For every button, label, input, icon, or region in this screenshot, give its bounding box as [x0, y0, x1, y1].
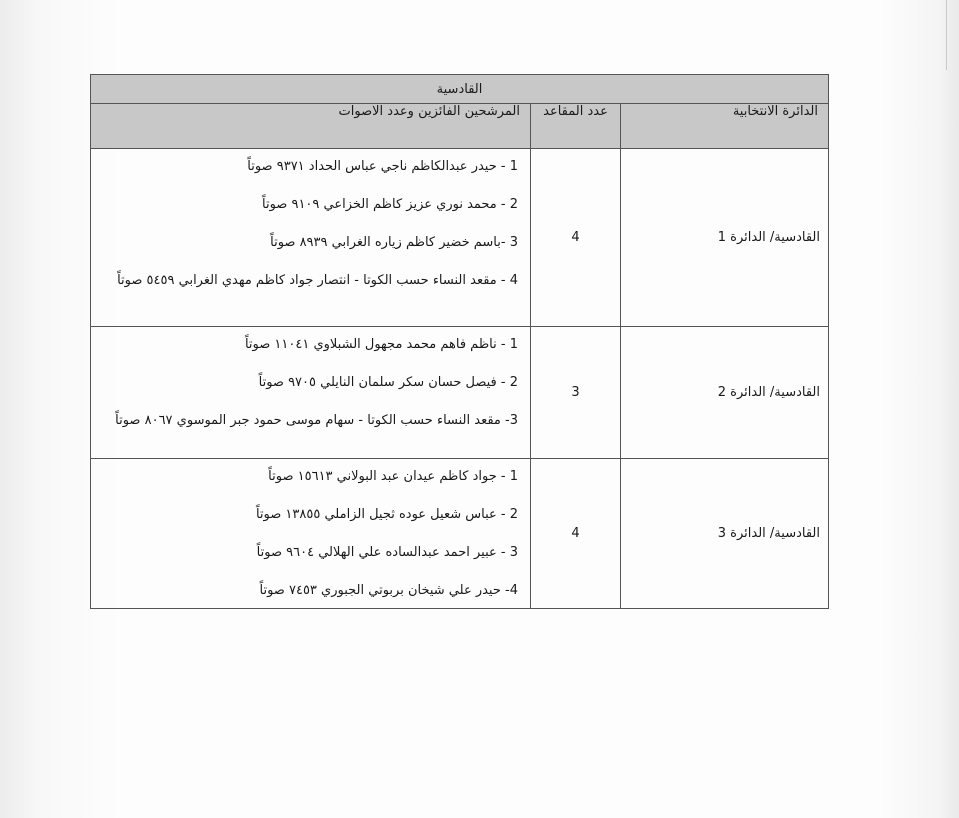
district-name: القادسية/ الدائرة 1 — [621, 149, 829, 327]
candidate-entry: 2 - محمد نوري عزيز كاظم الخزاعي ٩١٠٩ صوتاً — [262, 197, 518, 212]
table-row — [91, 327, 829, 459]
election-results-table — [90, 74, 829, 609]
candidate-entry: 1 - ناظم فاهم محمد مجهول الشبلاوي ١١٠٤١ صوتاً — [244, 337, 518, 352]
candidate-entry: 3 - عبير احمد عبدالساده علي الهلالي ٩٦٠٤ صوتاً — [256, 545, 518, 560]
table-row — [91, 459, 829, 609]
table-title-row — [91, 75, 829, 104]
paper-edge — [946, 0, 947, 70]
district-name: القادسية/ الدائرة 3 — [621, 459, 829, 609]
candidate-entry: 4- حيدر علي شيخان بربوتي الجبوري ٧٤٥٣ صوتاً — [259, 583, 518, 598]
winners-list — [91, 149, 531, 327]
header-winners: المرشحين الفائزين وعدد الاصوات — [91, 104, 531, 149]
header-seats: عدد المقاعد — [531, 104, 621, 149]
seat-count: 4 — [531, 149, 621, 327]
candidate-entry: 4 - مقعد النساء حسب الكوتا - انتصار جواد كاظم مهدي الغرابي ٥٤٥٩ صوتاً — [117, 273, 518, 288]
candidate-entry: 1 - جواد كاظم عيدان عبد البولاني ١٥٦١٣ صوتاً — [268, 469, 518, 484]
candidate-entry: 2 - فيصل حسان سكر سلمان النايلي ٩٧٠٥ صوتاً — [258, 375, 518, 390]
table-row — [91, 149, 829, 327]
seat-count: 3 — [531, 327, 621, 459]
candidate-entry: 3- مقعد النساء حسب الكوتا - سهام موسى حمود جبر الموسوي ٨٠٦٧ صوتاً — [115, 413, 518, 428]
candidate-entry: 3 -باسم خضير كاظم زياره الغرابي ٨٩٣٩ صوتاً — [270, 235, 518, 250]
candidate-entry: 2 - عباس شعيل عوده ثجيل الزاملي ١٣٨٥٥ صوتاً — [255, 507, 518, 522]
candidate-entry: 1 - حيدر عبدالكاظم ناجي عباس الحداد ٩٣٧١ صوتاً — [247, 159, 518, 174]
district-name: القادسية/ الدائرة 2 — [621, 327, 829, 459]
winners-list — [91, 459, 531, 609]
header-district: الدائرة الانتخابية — [621, 104, 829, 149]
table-header-row — [91, 104, 829, 149]
table-title: القادسية — [91, 75, 829, 104]
seat-count: 4 — [531, 459, 621, 609]
winners-list — [91, 327, 531, 459]
